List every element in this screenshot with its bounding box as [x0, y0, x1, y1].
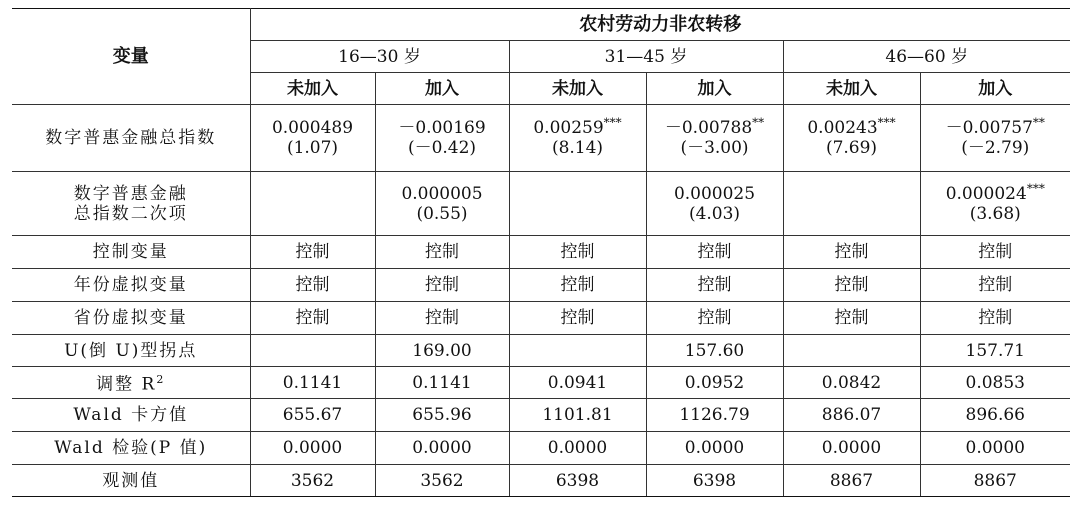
row-label-line: 数字普惠金融: [73, 183, 188, 204]
table-row: [12, 172, 1070, 236]
value-cell: 控制: [783, 269, 920, 302]
t-stat: (1.07): [286, 138, 339, 158]
value-cell: 169.00: [375, 335, 509, 367]
value-cell: 0.0941: [509, 367, 646, 399]
row-label: U(倒 U)型拐点: [12, 335, 250, 367]
value-cell: 0.1141: [375, 367, 509, 399]
group-title: 农村劳动力非农转移: [250, 9, 1070, 41]
row-label-text: 调整 R: [96, 374, 157, 395]
variable-header: 变量: [12, 9, 250, 105]
value-cell: 1126.79: [646, 399, 783, 432]
row-label: 省份虚拟变量: [12, 302, 250, 335]
table-row: [12, 269, 1070, 302]
coef-cell: [375, 105, 509, 172]
t-stat: (－0.42): [407, 138, 477, 158]
value-cell: 655.96: [375, 399, 509, 432]
significance-stars: ***: [877, 115, 896, 130]
value-cell: 0.0842: [783, 367, 920, 399]
value-cell: 控制: [646, 236, 783, 269]
t-stat: (－2.79): [961, 138, 1030, 158]
age-group-header: 16—30 岁: [250, 41, 509, 73]
value-cell: 控制: [509, 269, 646, 302]
value-cell: 0.1141: [250, 367, 375, 399]
coef-value: 0.000024: [945, 183, 1027, 204]
value-cell: 控制: [646, 269, 783, 302]
value-cell: 控制: [783, 236, 920, 269]
row-label-line: 总指数二次项: [73, 203, 188, 224]
coef-cell: [646, 105, 783, 172]
t-stat: (7.69): [825, 138, 878, 158]
subcol-header: 未加入: [250, 73, 375, 105]
value-cell: 0.0000: [250, 432, 375, 465]
t-stat: (4.03): [688, 203, 741, 224]
table-row: [12, 236, 1070, 269]
value-cell: 控制: [375, 302, 509, 335]
value-cell: [250, 335, 375, 367]
value-cell: 157.71: [920, 335, 1070, 367]
table-row: [12, 335, 1070, 367]
age-group-header: 46—60 岁: [783, 41, 1070, 73]
t-stat: (8.14): [551, 138, 604, 158]
coef-value: 0.000489: [271, 118, 354, 138]
value-cell: 0.0853: [920, 367, 1070, 399]
value-cell: 1101.81: [509, 399, 646, 432]
value-cell: 886.07: [783, 399, 920, 432]
table-row: [12, 367, 1070, 399]
subcol-header: 未加入: [783, 73, 920, 105]
table-row: [12, 465, 1070, 497]
t-stat: (3.68): [969, 203, 1021, 224]
value-cell: [783, 335, 920, 367]
value-cell: 157.60: [646, 335, 783, 367]
value-cell: 0.0000: [920, 432, 1070, 465]
coef-cell: [375, 172, 509, 236]
value-cell: 0.0000: [375, 432, 509, 465]
coef-value: 0.00243: [807, 118, 878, 138]
t-stat: (0.55): [416, 203, 468, 224]
value-cell: 6398: [509, 465, 646, 497]
row-label: Wald 检验(P 值): [12, 432, 250, 465]
coef-value: 0.000025: [673, 183, 756, 204]
subcol-header: 加入: [375, 73, 509, 105]
value-cell: 控制: [250, 269, 375, 302]
table-row: [12, 302, 1070, 335]
row-label: [12, 367, 250, 399]
t-stat: (－3.00): [680, 138, 749, 158]
subcol-header: 加入: [646, 73, 783, 105]
value-cell: 控制: [646, 302, 783, 335]
value-cell: 控制: [250, 302, 375, 335]
value-cell: 0.0000: [783, 432, 920, 465]
value-cell: 控制: [783, 302, 920, 335]
value-cell: 6398: [646, 465, 783, 497]
coef-cell: [783, 172, 920, 236]
row-label: [12, 172, 250, 236]
table-row: [12, 105, 1070, 172]
value-cell: 8867: [783, 465, 920, 497]
coef-cell: [509, 172, 646, 236]
regression-table: [12, 8, 1070, 497]
row-label: 观测值: [12, 465, 250, 497]
value-cell: 控制: [375, 269, 509, 302]
value-cell: [509, 335, 646, 367]
coef-value: 0.00259: [533, 118, 604, 138]
value-cell: 0.0000: [509, 432, 646, 465]
row-label: 控制变量: [12, 236, 250, 269]
coef-value: －0.00169: [398, 118, 486, 138]
coef-value: －0.00757: [945, 118, 1033, 138]
value-cell: 3562: [250, 465, 375, 497]
age-group-header: 31—45 岁: [509, 41, 783, 73]
significance-stars: **: [752, 115, 765, 130]
value-cell: 655.67: [250, 399, 375, 432]
significance-stars: ***: [1026, 180, 1045, 195]
row-label: 年份虚拟变量: [12, 269, 250, 302]
value-cell: 控制: [250, 236, 375, 269]
coef-value: －0.00788: [664, 118, 753, 138]
value-cell: 控制: [920, 269, 1070, 302]
value-cell: 控制: [509, 302, 646, 335]
value-cell: 控制: [509, 236, 646, 269]
subcol-header: 加入: [920, 73, 1070, 105]
value-cell: 控制: [920, 302, 1070, 335]
coef-cell: [509, 105, 646, 172]
coef-cell: [920, 105, 1070, 172]
value-cell: 控制: [375, 236, 509, 269]
superscript: 2: [156, 373, 166, 387]
coef-cell: [783, 105, 920, 172]
row-label: 数字普惠金融总指数: [12, 105, 250, 172]
subcol-header: 未加入: [509, 73, 646, 105]
value-cell: 3562: [375, 465, 509, 497]
coef-cell: [920, 172, 1070, 236]
value-cell: 0.0952: [646, 367, 783, 399]
significance-stars: ***: [603, 115, 622, 130]
table-row: [12, 399, 1070, 432]
coef-cell: [250, 105, 375, 172]
value-cell: 896.66: [920, 399, 1070, 432]
coef-cell: [646, 172, 783, 236]
significance-stars: **: [1032, 115, 1045, 130]
value-cell: 控制: [920, 236, 1070, 269]
table-row: [12, 432, 1070, 465]
value-cell: 0.0000: [646, 432, 783, 465]
coef-cell: [250, 172, 375, 236]
coef-value: 0.000005: [401, 183, 483, 204]
row-label: Wald 卡方值: [12, 399, 250, 432]
value-cell: 8867: [920, 465, 1070, 497]
